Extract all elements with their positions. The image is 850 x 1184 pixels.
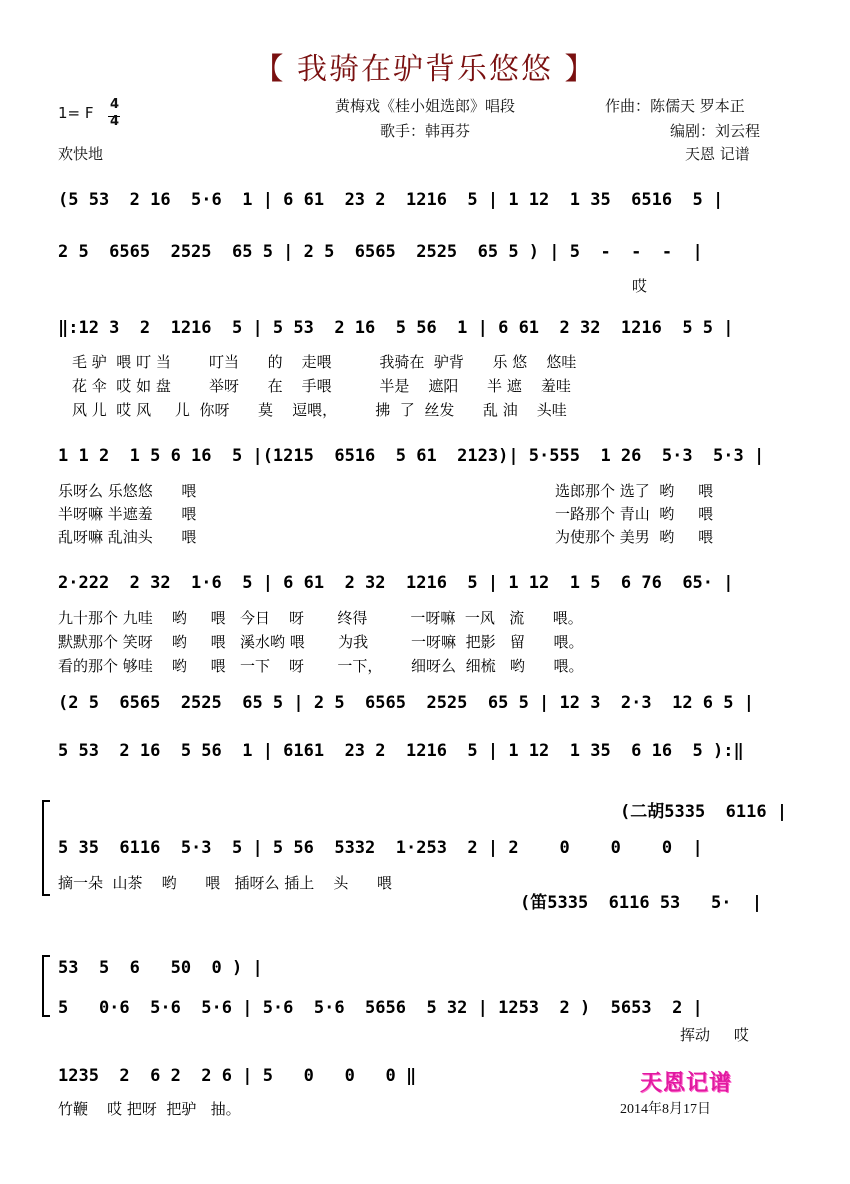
lyric-line: 选郎那个 选了 哟 喂 (555, 482, 714, 500)
score-line-flute: (笛5335 6116 53 5· | (520, 893, 763, 913)
lyric-line: 花 伞 哎 如 盘 举呀 在 手喂 半是 遮阳 半 遮 羞哇 (72, 377, 571, 395)
score-line: 53 5 6 50 0 ) | (58, 958, 263, 978)
lyricist: 编剧：刘云程 (670, 122, 761, 140)
score-line: 5 35 6116 5·3 5 | 5 56 5332 1·253 2 | 2 0 0 0 | (58, 838, 703, 858)
score-line: 5 53 2 16 5 56 1 | 6161 23 2 1216 5 | 1 12 1 35 6 16 5 ):‖ (58, 741, 744, 761)
score-line: (5 53 2 16 5·6 1 | 6 61 23 2 1216 5 | 1 12 1 35 6516 5 | (58, 190, 724, 210)
score-line: (2 5 6565 2525 65 5 | 2 5 6565 2525 65 5 | 12 3 2·3 12 6 5 | (58, 693, 754, 713)
lyric-line: 乐呀么 乐悠悠 喂 (58, 482, 197, 500)
transcriber: 天恩 记谱 (685, 145, 750, 163)
date-stamp: 2014年8月17日 (620, 1102, 711, 1117)
lyric-line: 毛 驴 喂 叮 当 叮当 的 走喂 我骑在 驴背 乐 悠 悠哇 (72, 353, 577, 371)
lyric-line: 风 儿 哎 风 儿 你呀 莫 逗喂， 拂 了 丝发 乱 油 头哇 (72, 401, 567, 419)
watermark-stamp: 天恩记谱 (640, 1070, 733, 1096)
lyric-line: 默默那个 笑呀 哟 喂 溪水哟 喂 为我 一呀嘛 把影 留 喂。 (58, 633, 584, 651)
score-line: 2·222 2 32 1·6 5 | 6 61 2 32 1216 5 | 1 12 1 5 6 76 65· | (58, 573, 734, 593)
lyric-line: 挥动 哎 (680, 1026, 749, 1044)
time-signature-top: 4 (110, 97, 120, 112)
composer: 作曲：陈儒天 罗本正 (605, 97, 745, 115)
score-line: ‖:12 3 2 1216 5 | 5 53 2 16 5 56 1 | 6 61 2 32 1216 5 5 | (58, 318, 734, 338)
tempo-mark: 欢快地 (58, 145, 104, 163)
score-line: 5 0·6 5·6 5·6 | 5·6 5·6 5656 5 32 | 1253 2 ) 5653 2 | (58, 998, 703, 1018)
score-line-erhu: (二胡5335 6116 | (620, 802, 788, 822)
lyric-line: 竹鞭 哎 把呀 把驴 抽。 (58, 1100, 241, 1118)
singer: 歌手：韩再芬 (380, 122, 471, 140)
score-line: 1235 2 6 2 2 6 | 5 0 0 0 ‖ (58, 1066, 417, 1086)
lyric-line: 看的那个 够哇 哟 喂 一下 呀 一下， 细呀么 细梳 哟 喂。 (58, 657, 584, 675)
key-signature: 1= F (58, 104, 94, 122)
score-line: 2 5 6565 2525 65 5 | 2 5 6565 2525 65 5 ) | 5 - - - | (58, 242, 703, 262)
page-title: 【 我骑在驴背乐悠悠 】 (253, 52, 597, 87)
lyric-line: 摘一朵 山茶 哟 喂 插呀么 插上 头 喂 (58, 874, 392, 892)
lyric-line: 哎 (632, 277, 648, 295)
opera-source: 黄梅戏《桂小姐选郎》唱段 (335, 97, 516, 115)
lyric-line: 九十那个 九哇 哟 喂 今日 呀 终得 一呀嘛 一风 流 喂。 (58, 609, 583, 627)
time-signature-bottom: 4 (110, 114, 120, 129)
system-brace (42, 955, 50, 1017)
lyric-line: 半呀嘛 半遮羞 喂 (58, 505, 197, 523)
lyric-line: 乱呀嘛 乱油头 喂 (58, 528, 197, 546)
score-line: 1 1 2 1 5 6 16 5 |(1215 6516 5 61 2123)| 5·555 1 26 5·3 5·3 | (58, 446, 765, 466)
lyric-line: 一路那个 青山 哟 喂 (555, 505, 714, 523)
system-brace (42, 800, 50, 896)
lyric-line: 为使那个 美男 哟 喂 (555, 528, 714, 546)
